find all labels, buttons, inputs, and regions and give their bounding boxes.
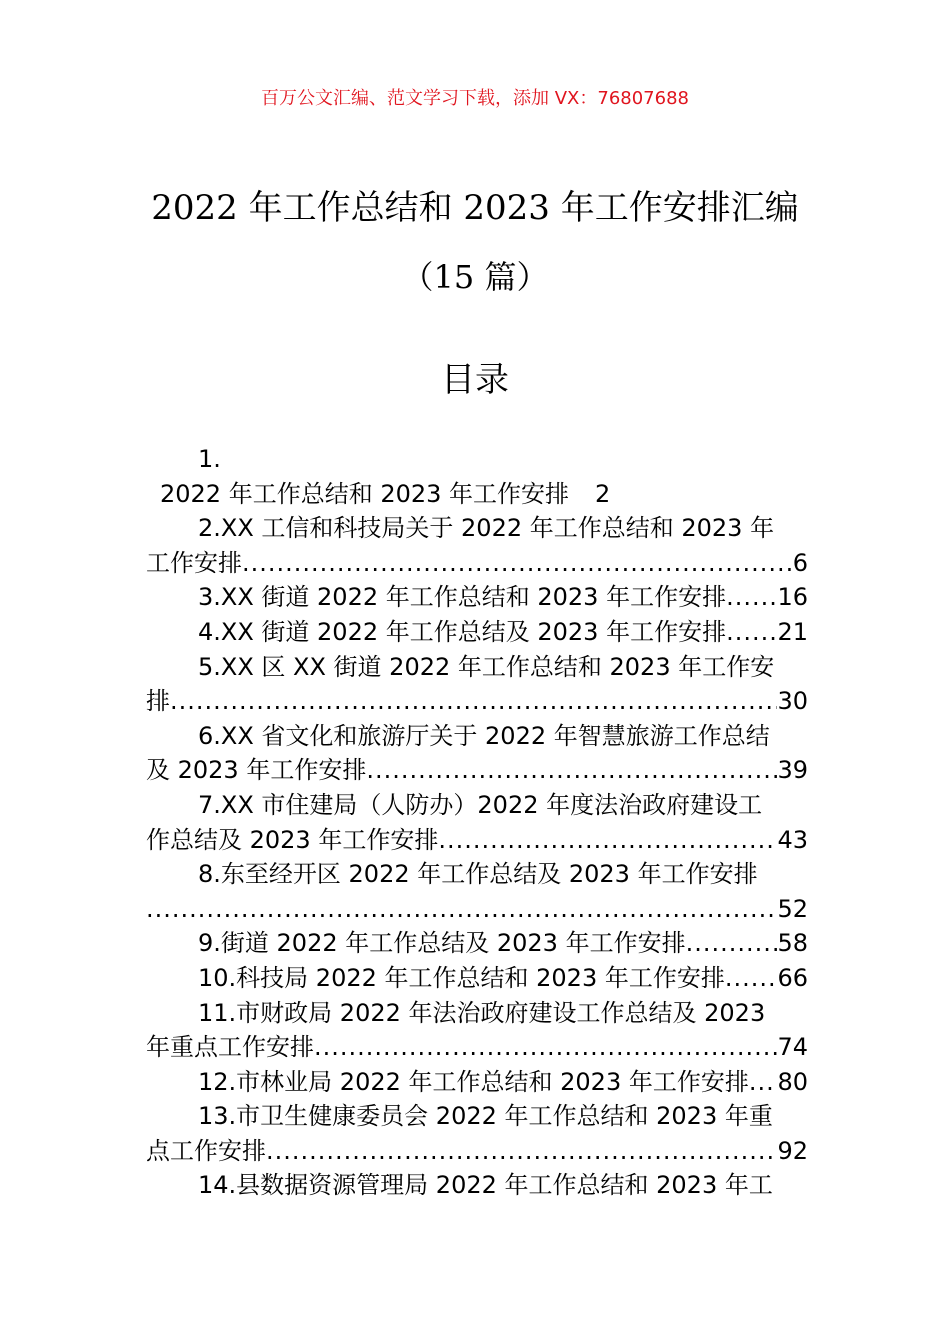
document-title: 2022 年工作总结和 2023 年工作安排汇编 <box>151 188 799 228</box>
toc-entry-1[interactable] <box>146 477 808 512</box>
toc-page-number: 80 <box>777 1067 808 1096</box>
toc-page-number: 39 <box>777 756 808 785</box>
toc-entry-text: 排 <box>146 687 170 716</box>
toc-entry-5[interactable] <box>146 650 808 685</box>
toc-entry-2[interactable] <box>146 511 808 546</box>
toc-entry-11[interactable] <box>146 996 808 1031</box>
toc-page-number: 52 <box>777 894 808 923</box>
toc-page-number: 66 <box>777 963 808 992</box>
toc-entry-13-cont[interactable] <box>146 1134 808 1169</box>
toc-page-number: 74 <box>777 1033 808 1062</box>
toc-leader-dots <box>314 1030 777 1065</box>
toc-entry-text: 8.东至经开区 2022 年工作总结及 2023 年工作安排 <box>198 860 758 889</box>
toc-entry-6-cont[interactable] <box>146 753 808 788</box>
toc-page-number: 30 <box>777 687 808 716</box>
toc-page-number: 16 <box>777 583 808 612</box>
toc-entry-text: 5.XX 区 XX 街道 2022 年工作总结和 2023 年工作安 <box>198 652 775 681</box>
toc-entry-13[interactable] <box>146 1099 808 1134</box>
toc-entry-text: 3.XX 街道 2022 年工作总结和 2023 年工作安排 <box>198 583 727 612</box>
toc-entry-7-cont[interactable] <box>146 823 808 858</box>
toc-leader-dots <box>726 615 777 650</box>
toc-entry-9[interactable] <box>146 926 808 961</box>
toc-leader-dots <box>438 823 777 858</box>
document-subtitle: （15 篇） <box>401 258 549 296</box>
toc-leader-dots <box>366 753 777 788</box>
toc-entry-text: 2022 年工作总结和 2023 年工作安排 <box>160 479 570 508</box>
toc-entry-text: 7.XX 市住建局（人防办）2022 年度法治政府建设工 <box>198 790 763 819</box>
toc-entry-number: 1. <box>198 445 221 473</box>
toc-entry-text: 工作安排 <box>146 548 242 577</box>
toc-page-number: 21 <box>777 617 808 646</box>
toc-entry-text: 11.市财政局 2022 年法治政府建设工作总结及 2023 <box>198 998 766 1027</box>
toc-entry-8-cont[interactable] <box>146 892 808 927</box>
toc-entry-text: 9.街道 2022 年工作总结及 2023 年工作安排 <box>198 929 686 958</box>
toc-entry-text: 2.XX 工信和科技局关于 2022 年工作总结和 2023 年 <box>198 514 775 543</box>
toc-leader-dots <box>749 1065 778 1100</box>
toc-entry-12[interactable] <box>146 1065 808 1100</box>
toc-leader-dots <box>686 926 778 961</box>
toc-entry-text: 点工作安排 <box>146 1136 266 1165</box>
toc-page-number: 6 <box>792 548 808 577</box>
toc-entry-text: 作总结及 2023 年工作安排 <box>146 825 439 854</box>
toc-leader-dots <box>146 892 777 927</box>
toc-entry-2-cont[interactable] <box>146 546 808 581</box>
toc-entry-14[interactable] <box>146 1168 808 1203</box>
toc-leader-dots <box>266 1134 777 1169</box>
toc-entry-text: 6.XX 省文化和旅游厅关于 2022 年智慧旅游工作总结 <box>198 721 770 750</box>
toc-entry-4[interactable] <box>146 615 808 650</box>
toc-entry-3[interactable] <box>146 580 808 615</box>
toc-entry-text: 13.市卫生健康委员会 2022 年工作总结和 2023 年重 <box>198 1102 773 1131</box>
toc-entry-11-cont[interactable] <box>146 1030 808 1065</box>
toc-entry-7[interactable] <box>146 788 808 823</box>
toc-entry-text: 12.市林业局 2022 年工作总结和 2023 年工作安排 <box>198 1067 749 1096</box>
toc-entry-text: 4.XX 街道 2022 年工作总结及 2023 年工作安排 <box>198 617 727 646</box>
toc-entry-text: 及 2023 年工作安排 <box>146 756 367 785</box>
toc-entry-text: 10.科技局 2022 年工作总结和 2023 年工作安排 <box>198 963 725 992</box>
header-promo-note: 百万公文汇编、范文学习下载，添加 VX：76807688 <box>261 88 689 109</box>
toc-leader-dots <box>242 546 793 581</box>
toc-entry-5-cont[interactable] <box>146 684 808 719</box>
toc-page-number: 58 <box>777 929 808 958</box>
toc-page-number: 92 <box>777 1136 808 1165</box>
toc-entry-6[interactable] <box>146 719 808 754</box>
toc-page-number: 43 <box>777 825 808 854</box>
table-of-contents <box>146 442 808 1203</box>
toc-leader-dots <box>726 580 777 615</box>
toc-page-number: 2 <box>595 479 611 508</box>
toc-entry-text: 14.县数据资源管理局 2022 年工作总结和 2023 年工 <box>198 1171 773 1200</box>
toc-leader-dots <box>170 684 777 719</box>
toc-entry-text: 年重点工作安排 <box>146 1033 314 1062</box>
toc-leader-dots <box>725 961 778 996</box>
toc-entry-10[interactable] <box>146 961 808 996</box>
toc-entry-8[interactable] <box>146 857 808 892</box>
toc-heading: 目录 <box>441 360 509 400</box>
toc-entry-1-number[interactable] <box>146 442 808 477</box>
